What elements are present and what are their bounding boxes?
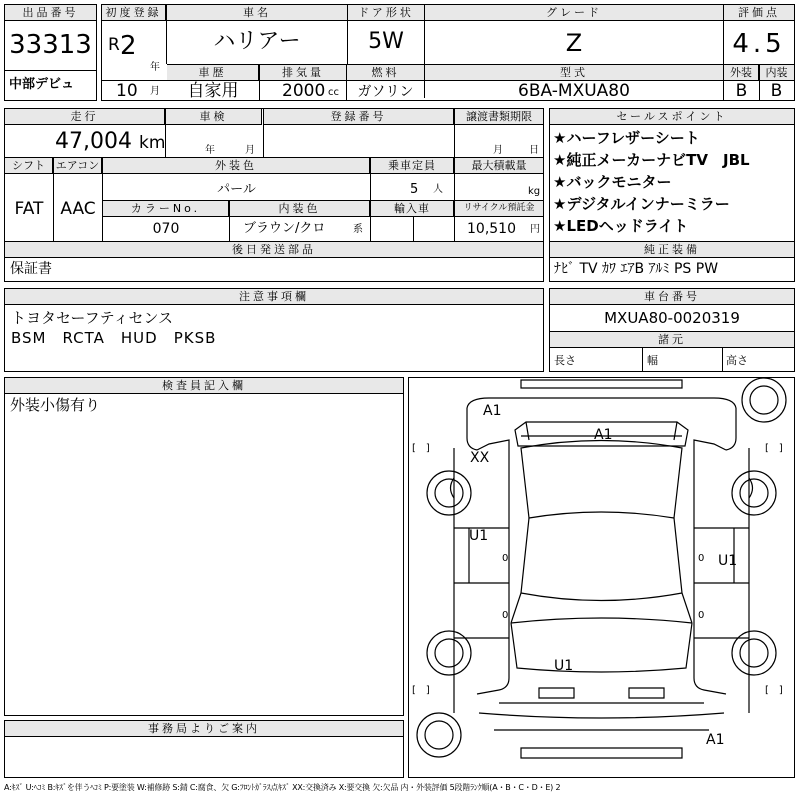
fuel: ガソリン <box>357 84 414 100</box>
notes-box <box>4 288 544 372</box>
registration-month: 10 <box>116 81 138 101</box>
year-unit: 年 <box>150 62 160 73</box>
interior-color-label: 内装色 <box>230 201 370 217</box>
chassis-box <box>549 288 795 372</box>
grade: Z <box>565 29 583 57</box>
length-label: 長さ <box>554 354 576 367</box>
color-number-label: カラーNo. <box>103 201 229 217</box>
car-diagram-box <box>408 377 795 778</box>
office-box <box>4 720 404 778</box>
color-number: 070 <box>152 221 180 237</box>
capacity: 5 <box>410 182 419 197</box>
ac: AAC <box>60 199 96 219</box>
post-delivery: 保証書 <box>10 261 52 277</box>
exterior-color: パール <box>217 182 256 197</box>
sales-point-1: ★ハーフレザーシート <box>553 129 700 147</box>
damage-mark-hood: U1 <box>554 658 574 674</box>
lot-number: 33313 <box>9 30 92 60</box>
notes-line-1: トヨタセーフティセンス <box>11 309 174 327</box>
equipment-label: 純正装備 <box>550 242 794 258</box>
damage-mark-rear-left: A1 <box>483 403 502 419</box>
history: 自家用 <box>187 81 239 101</box>
first-registration-label: 初度登録 <box>102 5 166 21</box>
notes-label: 注意事項欄 <box>5 289 543 305</box>
sales-point-4: ★デジタルインナーミラー <box>553 195 730 213</box>
equipment-list: ﾅﾋﾞ TV ｶﾜ ｴｱB ｱﾙﾐ PS PW <box>554 261 719 277</box>
interior-color-suffix: 系 <box>353 224 363 235</box>
score-label: 評価点 <box>724 5 794 21</box>
bracket-left-top: [ ] <box>412 443 430 454</box>
sales-point-5: ★LEDヘッドライト <box>553 217 689 235</box>
post-delivery-label: 後日発送部品 <box>5 242 543 258</box>
month-unit: 月 <box>150 86 160 97</box>
exterior-color-label: 外装色 <box>103 158 370 174</box>
mileage-label: 走行 <box>5 109 165 125</box>
sales-point-2: ★純正メーカーナビTV JBL <box>553 151 750 169</box>
transfer-day-unit: 日 <box>529 145 539 156</box>
type-label: 型式 <box>425 65 723 81</box>
registration-number-label: 登録番号 <box>264 109 454 125</box>
ac-label: エアコン <box>54 158 102 174</box>
door-zero-right-1: 0 <box>698 553 705 564</box>
vehicle-header-box <box>101 4 795 101</box>
door-zero-left-2: 0 <box>502 610 509 621</box>
notes-line-2: BSM RCTA HUD PKSB <box>11 329 217 347</box>
era-year: 2 <box>120 31 137 61</box>
displacement: 2000 <box>282 81 326 101</box>
door-type-label: ドア形状 <box>348 5 424 21</box>
damage-mark-left-fender: XX <box>470 450 490 466</box>
exterior-grade-label: 外装 <box>724 65 759 81</box>
door-zero-left-1: 0 <box>502 553 509 564</box>
debut-label: 中部デビュ <box>9 77 75 92</box>
inspection-month-unit: 月 <box>245 145 255 156</box>
office-notice-label: 事務局よりご案内 <box>5 721 403 737</box>
recycle-fee-unit: 円 <box>530 224 540 235</box>
chassis-number: MXUA80-0020319 <box>604 309 740 327</box>
era-prefix: R <box>108 35 120 55</box>
inspector-label: 検査員記入欄 <box>5 378 403 394</box>
inspector-comment: 外装小傷有り <box>10 396 101 414</box>
model-name: ハリアー <box>213 29 301 54</box>
history-label: 車歴 <box>167 65 259 81</box>
sales-points-box <box>549 108 795 282</box>
door-zero-right-2: 0 <box>698 610 705 621</box>
shift: FAT <box>14 199 44 219</box>
fuel-label: 燃料 <box>347 65 424 81</box>
damage-mark-rear-window: A1 <box>594 427 613 443</box>
shift-label: シフト <box>5 158 53 174</box>
score: 4.5 <box>732 29 786 59</box>
grade-label: グレード <box>425 5 723 21</box>
displacement-label: 排気量 <box>260 65 346 81</box>
damage-mark-right-doors: U1 <box>718 553 738 569</box>
bracket-right-bottom: [ ] <box>765 685 783 696</box>
mileage-unit: km <box>139 133 166 153</box>
damage-mark-left-doors: U1 <box>469 528 489 544</box>
damage-mark-front-bumper: A1 <box>706 732 725 748</box>
bracket-left-bottom: [ ] <box>412 685 430 696</box>
inspection-label: 車検 <box>166 109 262 125</box>
capacity-label: 乗車定員 <box>371 158 454 174</box>
lot-number-box <box>4 4 97 101</box>
interior-grade-label: 内装 <box>759 65 794 81</box>
bracket-right-top: [ ] <box>765 443 783 454</box>
model-name-label: 車名 <box>167 5 347 21</box>
interior-grade: B <box>770 81 783 101</box>
displacement-unit: cc <box>328 87 339 98</box>
inspection-year-unit: 年 <box>205 145 215 156</box>
transfer-month-unit: 月 <box>493 145 503 156</box>
sales-point-3: ★バックモニター <box>553 173 672 191</box>
dimensions-label: 諸元 <box>550 332 794 348</box>
max-load-unit: kg <box>528 186 541 197</box>
recycle-fee: 10,510 <box>467 221 516 237</box>
inspector-box <box>4 377 404 716</box>
mileage: 47,004 <box>55 129 132 154</box>
damage-code-legend: A:ｷｽﾞ U:ﾍｺﾐ B:ｷｽﾞを伴うﾍｺﾐ P:要塗装 W:補修跡 S:錆 C:腐食、欠 G:ﾌﾛﾝﾄｶﾞﾗｽ点ｷｽﾞ XX:交換済み X:要交換 欠:欠品 内・外装評価 5段階ﾗﾝｸ順(A・B・C・D・E) 2 <box>4 783 561 792</box>
capacity-unit: 人 <box>433 184 443 195</box>
max-load-label: 最大積載量 <box>455 158 543 174</box>
lot-number-label: 出品番号 <box>5 5 96 21</box>
transfer-deadline-label: 譲渡書類期限 <box>455 109 543 125</box>
sales-points-label: セールスポイント <box>550 109 794 125</box>
import-label: 輸入車 <box>371 201 454 217</box>
exterior-grade: B <box>735 81 748 101</box>
recycle-fee-label: リサイクル預託金 <box>455 201 543 217</box>
door-type: 5W <box>368 29 404 54</box>
height-label: 高さ <box>726 354 748 367</box>
model-type: 6BA-MXUA80 <box>518 81 630 101</box>
interior-color: ブラウン/クロ <box>243 221 326 236</box>
chassis-number-label: 車台番号 <box>550 289 794 305</box>
width-label: 幅 <box>647 354 658 367</box>
vehicle-detail-box <box>4 108 544 282</box>
